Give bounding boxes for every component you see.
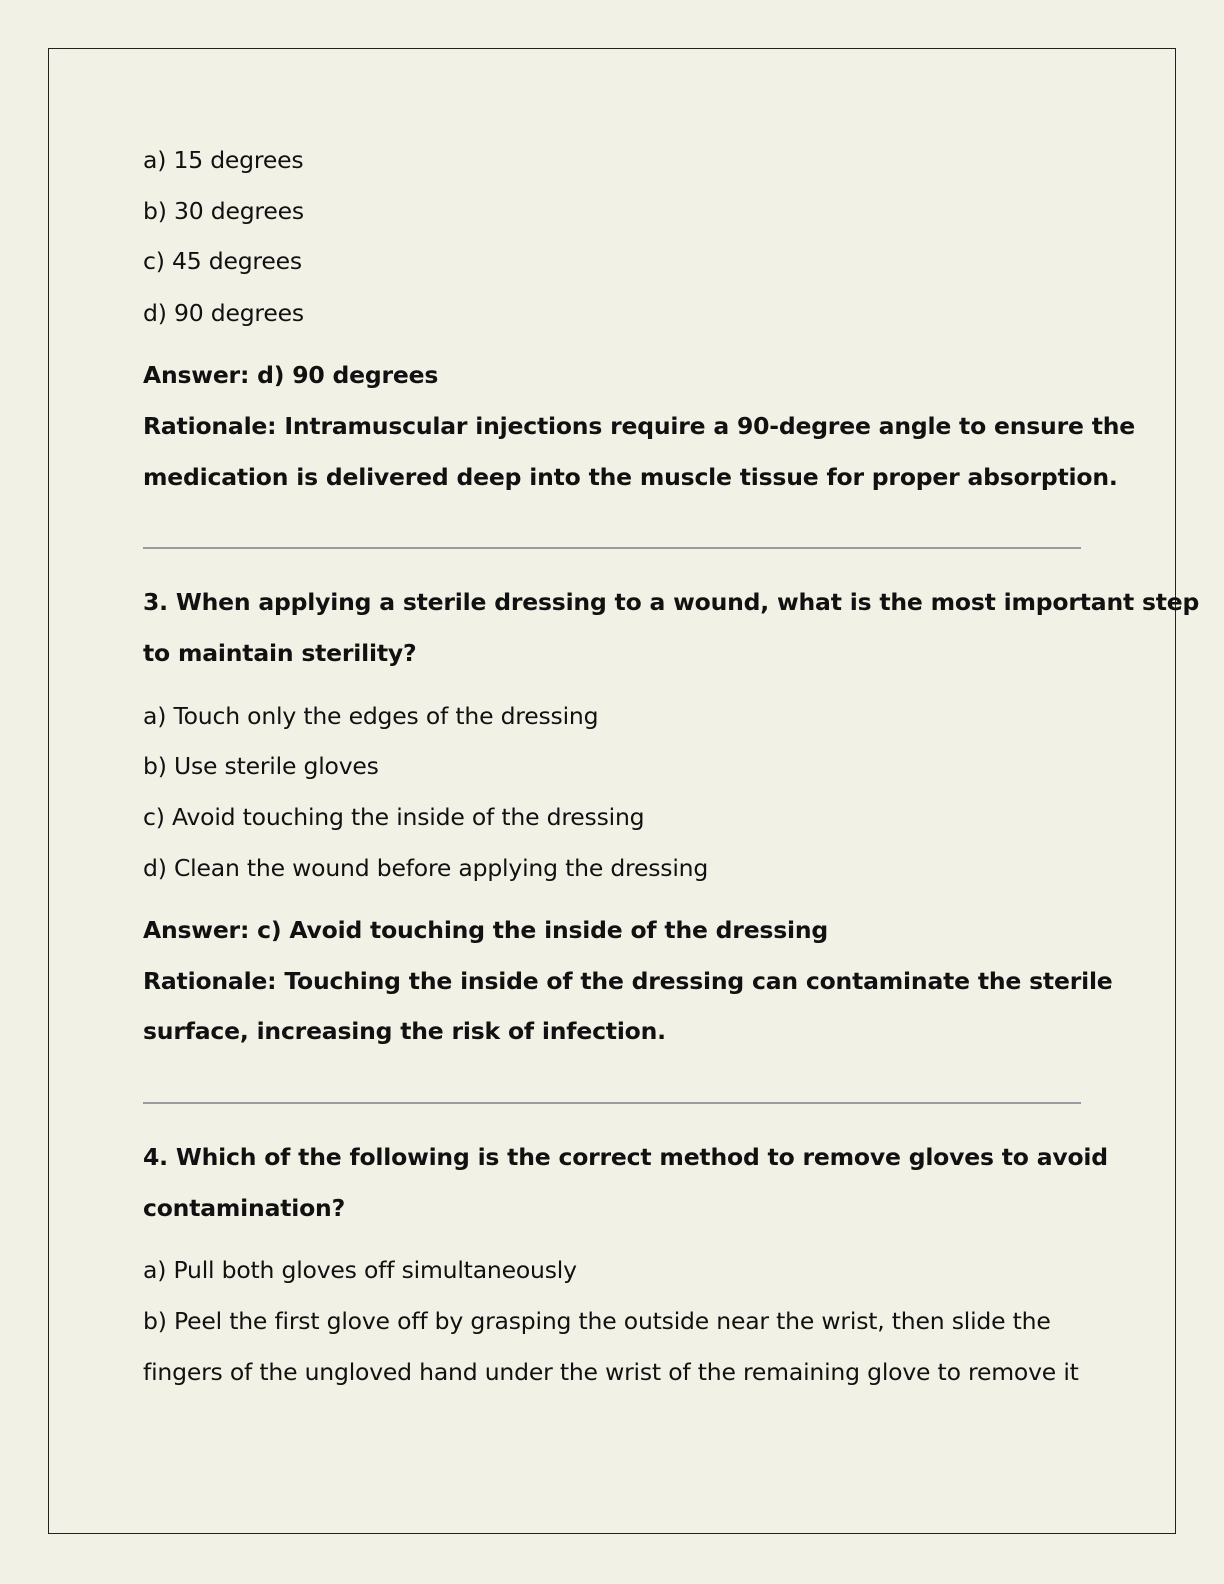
q4-question-line-1: 4. Which of the following is the correct method to remove gloves to avoid [143,1143,1108,1171]
q2-rationale-line-1: Rationale: Intramuscular injections require a 90-degree angle to ensure the [143,412,1136,440]
section-divider-1 [143,547,1081,549]
q4-option-a: a) Pull both gloves off simultaneously [143,1256,577,1284]
q2-option-c: c) 45 degrees [143,247,302,275]
q2-option-a: a) 15 degrees [143,146,304,174]
q3-option-b: b) Use sterile gloves [143,752,379,780]
q2-option-d: d) 90 degrees [143,299,304,327]
q4-option-b-line-1: b) Peel the first glove off by grasping the outside near the wrist, then slide the [143,1307,1051,1335]
q3-option-a: a) Touch only the edges of the dressing [143,702,599,730]
q4-question-line-2: contamination? [143,1194,346,1222]
q2-option-b: b) 30 degrees [143,197,304,225]
q4-option-b-line-2: fingers of the ungloved hand under the wrist of the remaining glove to remove it [143,1358,1079,1386]
q3-answer: Answer: c) Avoid touching the inside of the dressing [143,916,829,944]
q3-question-line-1: 3. When applying a sterile dressing to a wound, what is the most important step [143,588,1200,616]
q3-option-c: c) Avoid touching the inside of the dressing [143,803,645,831]
q3-rationale-line-1: Rationale: Touching the inside of the dressing can contaminate the sterile [143,967,1113,995]
q2-rationale-line-2: medication is delivered deep into the muscle tissue for proper absorption. [143,463,1118,491]
q3-rationale-line-2: surface, increasing the risk of infection. [143,1017,666,1045]
q3-question-line-2: to maintain sterility? [143,639,417,667]
q3-option-d: d) Clean the wound before applying the dressing [143,854,709,882]
section-divider-2 [143,1102,1081,1104]
q2-answer: Answer: d) 90 degrees [143,361,439,389]
